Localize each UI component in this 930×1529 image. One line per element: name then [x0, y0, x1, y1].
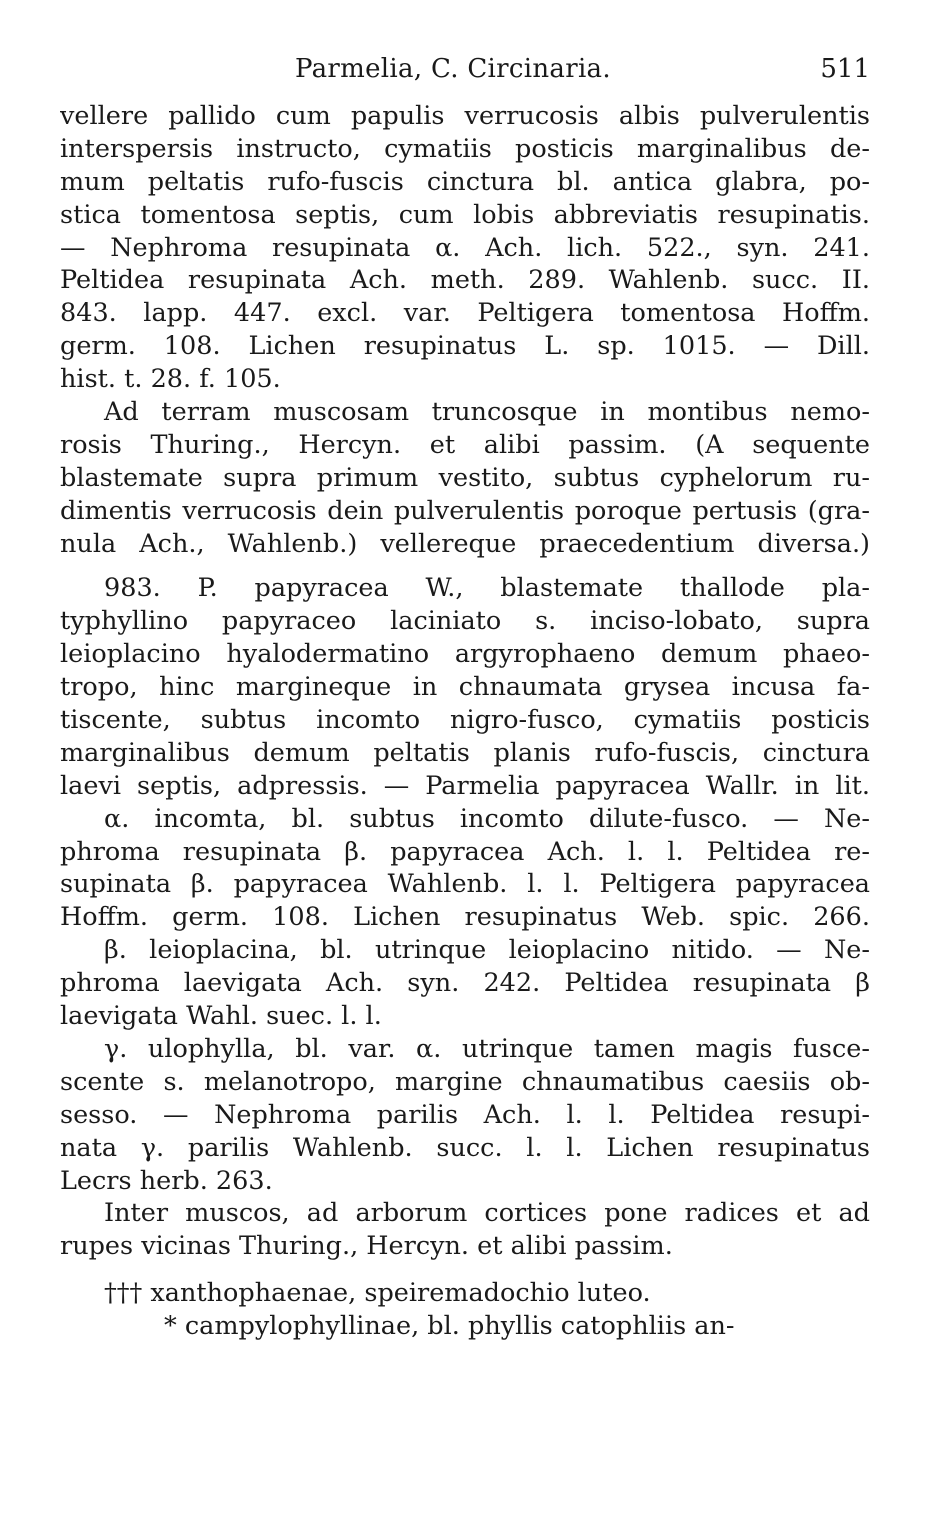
- text-line: dimentis verrucosis dein pulverulentis poroque pertusis (gra-: [60, 495, 870, 526]
- text-body: [60, 100, 870, 1343]
- text-line: tropo, hinc margineque in chnaumata grysea incusa fa-: [60, 672, 870, 703]
- text-line: β. leioplacina, bl. utrinque leioplacino nitido. — Ne-: [104, 935, 870, 966]
- text-line: Ad terram muscosam truncosque in montibus nemo-: [104, 397, 870, 428]
- text-line: scente s. melanotropo, margine chnaumatibus caesiis ob-: [60, 1066, 870, 1097]
- text-line: blastemate supra primum vestito, subtus cyphelorum ru-: [60, 462, 870, 493]
- text-line: stica tomentosa septis, cum lobis abbreviatis resupinatis.: [60, 199, 870, 230]
- text-line: mum peltatis rufo-fuscis cinctura bl. antica glabra, po-: [60, 166, 870, 197]
- text-line: laevigata Wahl. suec. l. l.: [60, 1001, 382, 1032]
- text-line: phroma laevigata Ach. syn. 242. Peltidea resupinata β: [60, 968, 870, 999]
- text-line: vellere pallido cum papulis verrucosis albis pulverulentis: [60, 101, 870, 131]
- text-line: ††† xanthophaenae, speiremadochio luteo.: [104, 1278, 651, 1309]
- text-line: 843. lapp. 447. excl. var. Peltigera tomentosa Hoffm.: [60, 298, 870, 329]
- text-line: Inter muscos, ad arborum cortices pone radices et ad: [104, 1198, 870, 1229]
- text-line: supinata β. papyracea Wahlenb. l. l. Peltigera papyracea: [60, 869, 870, 900]
- text-line: * campylophyllinae, bl. phyllis catophliis an-: [164, 1311, 735, 1342]
- text-line: γ. ulophylla, bl. var. α. utrinque tamen magis fusce-: [104, 1033, 870, 1064]
- text-line: Hoffm. germ. 108. Lichen resupinatus Web. spic. 266.: [60, 902, 870, 933]
- text-line: leioplacino hyalodermatino argyrophaeno demum phaeo-: [60, 639, 870, 670]
- text-line: sesso. — Nephroma parilis Ach. l. l. Peltidea resupi-: [60, 1099, 870, 1130]
- text-line: — Nephroma resupinata α. Ach. lich. 522., syn. 241.: [60, 232, 870, 263]
- text-line: nula Ach., Wahlenb.) vellereque praecedentium diversa.): [60, 528, 870, 559]
- text-line: phroma resupinata β. papyracea Ach. l. l. Peltidea re-: [60, 836, 870, 867]
- text-line: hist. t. 28. f. 105.: [60, 364, 281, 395]
- text-line: marginalibus demum peltatis planis rufo-fuscis, cinctura: [60, 737, 870, 768]
- running-title: Parmelia, C. Circinaria.: [295, 54, 611, 84]
- running-header: [60, 48, 870, 100]
- text-line: laevi septis, adpressis. — Parmelia papyracea Wallr. in lit.: [60, 770, 870, 801]
- text-line: nata γ. parilis Wahlenb. succ. l. l. Lichen resupinatus: [60, 1132, 870, 1163]
- text-line: Lecrs herb. 263.: [60, 1165, 273, 1196]
- text-line: Peltidea resupinata Ach. meth. 289. Wahlenb. succ. II.: [60, 265, 870, 296]
- text-line: α. incomta, bl. subtus incomto dilute-fusco. — Ne-: [104, 803, 870, 834]
- text-line: rupes vicinas Thuring., Hercyn. et alibi passim.: [60, 1231, 673, 1262]
- text-line: 983. P. papyracea W., blastemate thallode pla-: [104, 573, 870, 604]
- text-line: rosis Thuring., Hercyn. et alibi passim. (A sequente: [60, 429, 870, 460]
- book-page: [60, 48, 870, 1343]
- text-line: typhyllino papyraceo laciniato s. inciso-lobato, supra: [60, 606, 870, 637]
- text-line: interspersis instructo, cymatiis posticis marginalibus de-: [60, 133, 870, 164]
- text-line: tiscente, subtus incomto nigro-fusco, cymatiis posticis: [60, 705, 870, 736]
- page-number: 511: [820, 54, 870, 84]
- text-line: germ. 108. Lichen resupinatus L. sp. 1015. — Dill.: [60, 331, 870, 362]
